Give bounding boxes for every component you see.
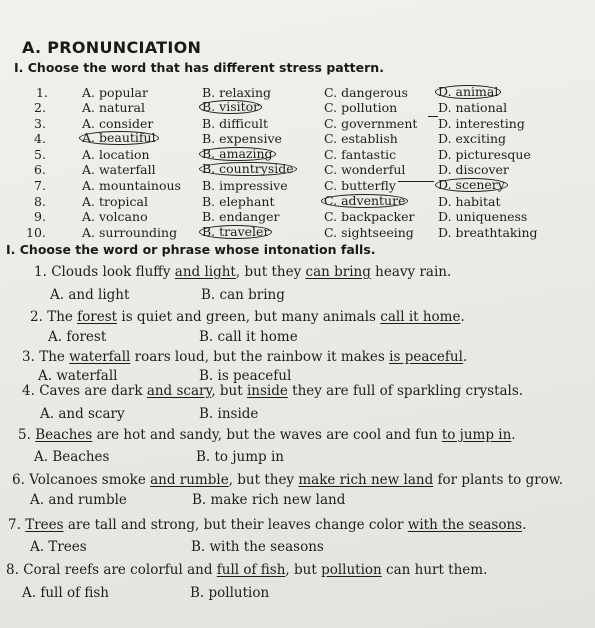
option-d[interactable]: D. picturesque: [438, 147, 531, 162]
option-b[interactable]: B. impressive: [202, 178, 288, 193]
option-d[interactable]: D. habitat: [438, 194, 501, 209]
option-c[interactable]: C. pollution: [324, 100, 398, 115]
stress-row: [0, 85, 595, 101]
option-c[interactable]: C. butterfly: [324, 178, 396, 193]
option-a[interactable]: A. natural: [82, 100, 145, 115]
answer-option-a[interactable]: A. waterfall: [38, 368, 118, 384]
stress-row: [0, 131, 595, 147]
underlined-phrase-b: call it home: [380, 309, 461, 325]
question-number: 6.: [34, 162, 46, 177]
sentence-part: .: [511, 427, 516, 443]
question-number: 2.: [30, 309, 43, 325]
stress-row: [0, 225, 595, 241]
sentence-part: for plants to grow.: [433, 472, 564, 488]
underlined-phrase-a: forest: [77, 309, 118, 325]
answer-option-b[interactable]: B. inside: [199, 406, 259, 422]
underlined-phrase-b: can bring: [305, 264, 371, 280]
option-b[interactable]: B. traveler: [199, 225, 272, 239]
option-d[interactable]: D. interesting: [438, 116, 525, 131]
question-text: [18, 427, 516, 443]
sentence-part: .: [522, 517, 527, 533]
sentence-part: The: [39, 349, 70, 365]
option-c[interactable]: C. backpacker: [324, 209, 415, 224]
part2-instruction: I. Choose the word or phrase whose intonation falls.: [6, 242, 376, 257]
sentence-part: are tall and strong, but their leaves change color: [63, 517, 408, 533]
answer-option-b[interactable]: B. call it home: [199, 329, 298, 345]
sentence-part: The: [47, 309, 78, 325]
pen-mark: [398, 181, 434, 182]
question-number: 9.: [34, 209, 46, 224]
option-a[interactable]: A. mountainous: [82, 178, 181, 193]
question-text: [22, 349, 467, 365]
sentence-part: is quiet and green, but many animals: [117, 309, 381, 325]
option-d[interactable]: D. animal: [435, 85, 501, 99]
answer-option-a[interactable]: A. and rumble: [30, 492, 127, 508]
option-a[interactable]: A. surrounding: [82, 225, 178, 240]
option-d[interactable]: D. exciting: [438, 131, 507, 146]
stress-row: [0, 209, 595, 225]
option-b[interactable]: B. relaxing: [202, 85, 272, 100]
underlined-phrase-a: Beaches: [35, 427, 93, 443]
option-d[interactable]: D. breathtaking: [438, 225, 538, 240]
underlined-phrase-a: and scary: [146, 383, 212, 399]
question-number: 7.: [8, 517, 21, 533]
part1-instruction: I. Choose the word that has different stress pattern.: [14, 60, 384, 75]
question-number: 5.: [34, 147, 46, 162]
underlined-phrase-b: inside: [246, 383, 288, 399]
option-c[interactable]: C. fantastic: [324, 147, 397, 162]
question-number: 1.: [36, 85, 48, 100]
option-b[interactable]: B. visitor: [199, 100, 262, 114]
sentence-part: , but: [285, 562, 322, 578]
option-a[interactable]: A. popular: [82, 85, 148, 100]
question-number: 1.: [34, 264, 47, 280]
sentence-part: roars loud, but the rainbow it makes: [130, 349, 390, 365]
question-number: 10.: [26, 225, 46, 240]
option-b[interactable]: B. amazing: [199, 147, 276, 161]
sentence-part: are hot and sandy, but the waves are cool and fun: [92, 427, 442, 443]
option-b[interactable]: B. elephant: [202, 194, 275, 209]
question-text: [34, 264, 451, 280]
section-title: A. PRONUNCIATION: [22, 38, 202, 57]
answer-option-b[interactable]: B. can bring: [201, 287, 285, 303]
option-c[interactable]: C. wonderful: [324, 162, 406, 177]
answer-option-b[interactable]: B. to jump in: [196, 449, 284, 465]
answer-option-b[interactable]: B. is peaceful: [199, 368, 292, 384]
underlined-phrase-a: and light: [174, 264, 236, 280]
question-text: [6, 562, 487, 578]
pen-mark: [428, 116, 438, 117]
question-number: 2.: [34, 100, 46, 115]
answer-option-a[interactable]: A. full of fish: [22, 585, 109, 601]
option-c[interactable]: C. establish: [324, 131, 398, 146]
question-text: [8, 517, 526, 533]
option-c[interactable]: C. government: [324, 116, 418, 131]
question-number: 4.: [22, 383, 35, 399]
sentence-part: Coral reefs are colorful and: [23, 562, 217, 578]
option-d[interactable]: D. scenery: [435, 178, 508, 192]
underlined-phrase-b: with the seasons: [407, 517, 523, 533]
sentence-part: they are full of sparkling crystals.: [287, 383, 524, 399]
sentence-part: , but they: [235, 264, 306, 280]
option-a[interactable]: A. location: [82, 147, 150, 162]
option-c[interactable]: C. adventure: [321, 194, 408, 208]
option-b[interactable]: B. countryside: [199, 162, 297, 176]
option-c[interactable]: C. sightseeing: [324, 225, 414, 240]
answer-option-a[interactable]: A. and light: [50, 287, 130, 303]
underlined-phrase-b: is peaceful: [389, 349, 463, 365]
stress-row: [0, 147, 595, 163]
question-number: 3.: [34, 116, 46, 131]
answer-option-a[interactable]: A. Beaches: [34, 449, 110, 465]
question-text: [30, 309, 465, 325]
underlined-phrase-b: to jump in: [441, 427, 512, 443]
option-d[interactable]: D. discover: [438, 162, 509, 177]
sentence-part: heavy rain.: [370, 264, 452, 280]
underlined-phrase-a: waterfall: [69, 349, 131, 365]
option-d[interactable]: D. uniqueness: [438, 209, 528, 224]
option-b[interactable]: B. difficult: [202, 116, 269, 131]
answer-option-b[interactable]: B. pollution: [190, 585, 270, 601]
sentence-part: Caves are dark: [39, 383, 147, 399]
underlined-phrase-a: full of fish: [216, 562, 286, 578]
option-a[interactable]: A. tropical: [82, 194, 148, 209]
sentence-part: .: [462, 349, 468, 365]
stress-row: [0, 162, 595, 178]
underlined-phrase-b: pollution: [321, 562, 382, 578]
sentence-part: can hurt them.: [381, 562, 488, 578]
option-b[interactable]: B. expensive: [202, 131, 282, 146]
question-number: 3.: [22, 349, 35, 365]
answer-option-a[interactable]: A. forest: [48, 329, 107, 345]
underlined-phrase-a: and rumble: [150, 472, 229, 488]
question-number: 8.: [6, 562, 19, 578]
option-d[interactable]: D. national: [438, 100, 508, 115]
question-text: [22, 383, 523, 399]
option-c[interactable]: C. dangerous: [324, 85, 408, 100]
stress-row: [0, 178, 595, 194]
question-number: 8.: [34, 194, 46, 209]
question-number: 7.: [34, 178, 46, 193]
sentence-part: , but: [211, 383, 247, 399]
option-a[interactable]: A. waterfall: [82, 162, 156, 177]
sentence-part: .: [460, 309, 465, 325]
stress-row: [0, 194, 595, 210]
sentence-part: Volcanoes smoke: [29, 472, 151, 488]
sentence-part: , but they: [228, 472, 299, 488]
option-b[interactable]: B. endanger: [202, 209, 280, 224]
question-number: 4.: [34, 131, 46, 146]
underlined-phrase-b: make rich new land: [298, 472, 434, 488]
option-a[interactable]: A. consider: [82, 116, 154, 131]
answer-option-b[interactable]: B. with the seasons: [191, 539, 324, 555]
underlined-phrase-a: Trees: [25, 517, 64, 533]
answer-option-a[interactable]: A. Trees: [30, 539, 87, 555]
question-number: 6.: [12, 472, 25, 488]
stress-row: [0, 100, 595, 116]
option-a[interactable]: A. volcano: [82, 209, 148, 224]
answer-option-b[interactable]: B. make rich new land: [192, 492, 346, 508]
question-text: [12, 472, 563, 488]
answer-option-a[interactable]: A. and scary: [40, 406, 125, 422]
option-a[interactable]: A. beautiful: [79, 131, 159, 145]
sentence-part: Clouds look fluffy: [51, 264, 175, 280]
question-number: 5.: [18, 427, 31, 443]
